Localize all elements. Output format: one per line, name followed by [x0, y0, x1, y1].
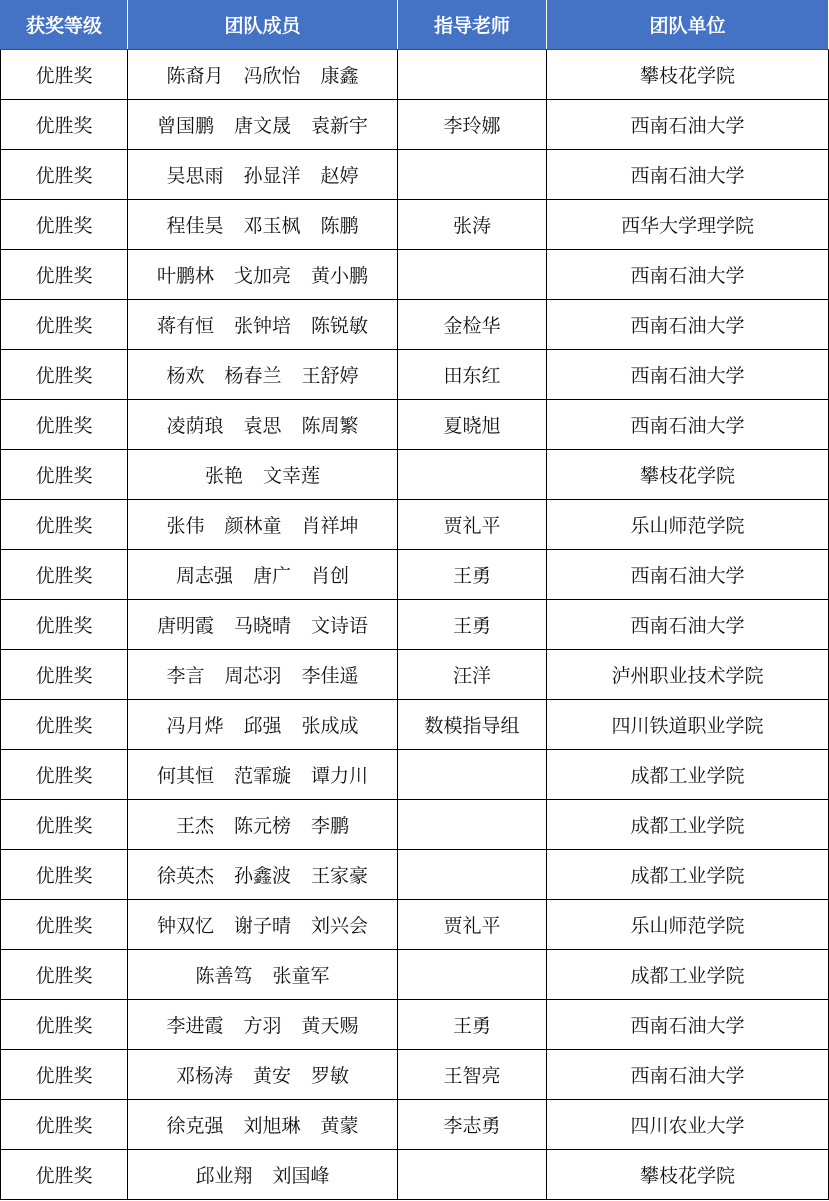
table-row	[1, 900, 829, 950]
table-row	[1, 250, 829, 300]
team-unit-cell: 成都工业学院	[547, 750, 829, 800]
header-advisor: 指导老师	[398, 0, 547, 50]
award-level-cell: 优胜奖	[1, 650, 128, 700]
team-member-name: 肖创	[311, 565, 350, 587]
team-member-name: 李进霞	[166, 1015, 224, 1037]
table-row	[1, 800, 829, 850]
team-member-name: 马晓晴	[233, 615, 291, 637]
table-row	[1, 300, 829, 350]
table-row	[1, 1150, 829, 1200]
award-level-cell: 优胜奖	[1, 200, 128, 250]
award-level-cell: 优胜奖	[1, 1100, 128, 1150]
team-member-name: 邓杨涛	[175, 1065, 233, 1087]
award-level-cell: 优胜奖	[1, 100, 128, 150]
team-members-cell	[128, 400, 398, 450]
team-member-name: 陈周繁	[301, 415, 359, 437]
team-members-cell	[128, 1150, 398, 1200]
award-level-cell: 优胜奖	[1, 800, 128, 850]
advisor-cell: 贾礼平	[398, 500, 547, 550]
team-member-name: 肖祥坤	[301, 515, 359, 537]
award-level-cell: 优胜奖	[1, 300, 128, 350]
advisor-cell: 王勇	[398, 1000, 547, 1050]
team-member-name: 叶鹏林	[156, 265, 214, 287]
team-member-name: 杨春兰	[224, 365, 282, 387]
advisor-cell: 李志勇	[398, 1100, 547, 1150]
team-unit-cell: 成都工业学院	[547, 850, 829, 900]
team-member-name: 康鑫	[320, 65, 359, 87]
team-member-name: 孙显洋	[243, 165, 301, 187]
award-level-cell: 优胜奖	[1, 1050, 128, 1100]
advisor-cell	[398, 50, 547, 100]
advisor-cell	[398, 250, 547, 300]
advisor-cell	[398, 850, 547, 900]
advisor-cell: 王智亮	[398, 1050, 547, 1100]
team-member-name: 罗敏	[311, 1065, 350, 1087]
award-level-cell: 优胜奖	[1, 150, 128, 200]
team-member-name: 谢子晴	[233, 915, 291, 937]
team-unit-cell: 攀枝花学院	[547, 1150, 829, 1200]
table-row	[1, 400, 829, 450]
advisor-cell: 汪洋	[398, 650, 547, 700]
team-unit-cell: 西南石油大学	[547, 100, 829, 150]
team-unit-cell: 西南石油大学	[547, 300, 829, 350]
team-member-name: 袁思	[243, 415, 282, 437]
award-level-cell: 优胜奖	[1, 900, 128, 950]
team-member-name: 徐英杰	[156, 865, 214, 887]
team-members-cell	[128, 750, 398, 800]
table-row	[1, 700, 829, 750]
team-unit-cell: 乐山师范学院	[547, 500, 829, 550]
team-member-name: 王舒婷	[301, 365, 359, 387]
table-row	[1, 550, 829, 600]
team-member-name: 冯月烨	[166, 715, 224, 737]
team-member-name: 程佳昊	[166, 215, 224, 237]
table-row	[1, 100, 829, 150]
team-member-name: 何其恒	[156, 765, 214, 787]
team-member-name: 邱强	[243, 715, 282, 737]
team-member-name: 张伟	[166, 515, 205, 537]
team-member-name: 李佳遥	[301, 665, 359, 687]
team-member-name: 徐克强	[166, 1115, 224, 1137]
advisor-cell	[398, 800, 547, 850]
table-header	[1, 0, 829, 50]
team-member-name: 陈裔月	[166, 65, 224, 87]
award-level-cell: 优胜奖	[1, 850, 128, 900]
team-member-name: 李言	[166, 665, 205, 687]
team-member-name: 周志强	[175, 565, 233, 587]
award-level-cell: 优胜奖	[1, 700, 128, 750]
team-member-name: 冯欣怡	[243, 65, 301, 87]
team-member-name: 唐文晟	[233, 115, 291, 137]
team-member-name: 黄小鹏	[311, 265, 369, 287]
team-members-cell	[128, 150, 398, 200]
team-member-name: 王杰	[175, 815, 214, 837]
advisor-cell	[398, 450, 547, 500]
team-member-name: 邓玉枫	[243, 215, 301, 237]
team-members-cell	[128, 550, 398, 600]
team-member-name: 陈鹏	[320, 215, 359, 237]
team-member-name: 黄安	[252, 1065, 291, 1087]
advisor-cell: 夏晓旭	[398, 400, 547, 450]
award-level-cell: 优胜奖	[1, 600, 128, 650]
table-body	[1, 50, 829, 1200]
team-unit-cell: 西南石油大学	[547, 350, 829, 400]
advisor-cell: 张涛	[398, 200, 547, 250]
team-members-cell	[128, 250, 398, 300]
team-unit-cell: 西南石油大学	[547, 250, 829, 300]
team-unit-cell: 泸州职业技术学院	[547, 650, 829, 700]
team-member-name: 孙鑫波	[233, 865, 291, 887]
award-level-cell: 优胜奖	[1, 250, 128, 300]
advisor-cell: 王勇	[398, 600, 547, 650]
team-members-cell	[128, 50, 398, 100]
advisor-cell: 王勇	[398, 550, 547, 600]
team-member-name: 周芯羽	[224, 665, 282, 687]
award-level-cell: 优胜奖	[1, 50, 128, 100]
advisor-cell: 田东红	[398, 350, 547, 400]
table-row	[1, 500, 829, 550]
award-level-cell: 优胜奖	[1, 450, 128, 500]
team-unit-cell: 成都工业学院	[547, 800, 829, 850]
team-member-name: 唐广	[252, 565, 291, 587]
team-member-name: 范霏璇	[233, 765, 291, 787]
award-level-cell: 优胜奖	[1, 1150, 128, 1200]
team-member-name: 张钟培	[233, 315, 291, 337]
team-unit-cell: 西南石油大学	[547, 600, 829, 650]
table-row	[1, 750, 829, 800]
team-member-name: 钟双忆	[156, 915, 214, 937]
table-row	[1, 450, 829, 500]
team-members-cell	[128, 700, 398, 750]
team-member-name: 陈锐敏	[311, 315, 369, 337]
team-member-name: 唐明霞	[156, 615, 214, 637]
team-unit-cell: 四川铁道职业学院	[547, 700, 829, 750]
table-row	[1, 200, 829, 250]
team-member-name: 戈加亮	[233, 265, 291, 287]
team-members-cell	[128, 300, 398, 350]
team-member-name: 刘旭琳	[243, 1115, 301, 1137]
team-members-cell	[128, 800, 398, 850]
advisor-cell: 金检华	[398, 300, 547, 350]
team-members-cell	[128, 1100, 398, 1150]
team-member-name: 杨欢	[166, 365, 205, 387]
team-unit-cell: 西南石油大学	[547, 1050, 829, 1100]
award-level-cell: 优胜奖	[1, 400, 128, 450]
team-member-name: 王家豪	[311, 865, 369, 887]
table-row	[1, 1000, 829, 1050]
team-member-name: 袁新宇	[311, 115, 369, 137]
team-unit-cell: 乐山师范学院	[547, 900, 829, 950]
team-member-name: 曾国鹏	[156, 115, 214, 137]
team-member-name: 吴思雨	[166, 165, 224, 187]
team-member-name: 邱业翔	[195, 1165, 253, 1187]
team-member-name: 文诗语	[311, 615, 369, 637]
team-member-name: 陈善笃	[195, 965, 253, 987]
table-row	[1, 150, 829, 200]
advisor-cell: 贾礼平	[398, 900, 547, 950]
team-member-name: 黄天赐	[301, 1015, 359, 1037]
team-member-name: 谭力川	[311, 765, 369, 787]
team-members-cell	[128, 850, 398, 900]
team-member-name: 蒋有恒	[156, 315, 214, 337]
award-level-cell: 优胜奖	[1, 550, 128, 600]
table-row	[1, 50, 829, 100]
team-unit-cell: 攀枝花学院	[547, 50, 829, 100]
team-members-cell	[128, 1050, 398, 1100]
team-members-cell	[128, 900, 398, 950]
advisor-cell	[398, 750, 547, 800]
team-member-name: 刘国峰	[272, 1165, 330, 1187]
header-award-level: 获奖等级	[1, 0, 128, 50]
team-members-cell	[128, 950, 398, 1000]
advisor-cell	[398, 950, 547, 1000]
team-members-cell	[128, 650, 398, 700]
team-member-name: 文幸莲	[263, 465, 321, 487]
advisor-cell	[398, 1150, 547, 1200]
table-row	[1, 950, 829, 1000]
team-members-cell	[128, 200, 398, 250]
table-row	[1, 350, 829, 400]
team-member-name: 李鹏	[311, 815, 350, 837]
header-team-members: 团队成员	[128, 0, 398, 50]
team-member-name: 张成成	[301, 715, 359, 737]
team-unit-cell: 西华大学理学院	[547, 200, 829, 250]
header-row	[1, 0, 829, 50]
team-member-name: 张艳	[204, 465, 243, 487]
team-unit-cell: 成都工业学院	[547, 950, 829, 1000]
team-members-cell	[128, 450, 398, 500]
team-member-name: 刘兴会	[311, 915, 369, 937]
table-row	[1, 1050, 829, 1100]
header-team-unit: 团队单位	[547, 0, 829, 50]
team-members-cell	[128, 600, 398, 650]
team-unit-cell: 西南石油大学	[547, 1000, 829, 1050]
award-level-cell: 优胜奖	[1, 950, 128, 1000]
team-member-name: 黄蒙	[320, 1115, 359, 1137]
advisor-cell: 数模指导组	[398, 700, 547, 750]
team-members-cell	[128, 100, 398, 150]
team-unit-cell: 西南石油大学	[547, 400, 829, 450]
team-member-name: 凌荫琅	[166, 415, 224, 437]
table-row	[1, 650, 829, 700]
team-members-cell	[128, 350, 398, 400]
team-unit-cell: 西南石油大学	[547, 150, 829, 200]
team-unit-cell: 西南石油大学	[547, 550, 829, 600]
team-members-cell	[128, 1000, 398, 1050]
award-level-cell: 优胜奖	[1, 750, 128, 800]
award-level-cell: 优胜奖	[1, 500, 128, 550]
advisor-cell	[398, 150, 547, 200]
team-members-cell	[128, 500, 398, 550]
table-row	[1, 600, 829, 650]
team-unit-cell: 四川农业大学	[547, 1100, 829, 1150]
award-level-cell: 优胜奖	[1, 1000, 128, 1050]
team-member-name: 赵婷	[320, 165, 359, 187]
team-member-name: 方羽	[243, 1015, 282, 1037]
team-member-name: 陈元榜	[233, 815, 291, 837]
table-row	[1, 1100, 829, 1150]
advisor-cell: 李玲娜	[398, 100, 547, 150]
table-row	[1, 850, 829, 900]
team-member-name: 颜林童	[224, 515, 282, 537]
team-unit-cell: 攀枝花学院	[547, 450, 829, 500]
team-member-name: 张童军	[272, 965, 330, 987]
award-level-cell: 优胜奖	[1, 350, 128, 400]
